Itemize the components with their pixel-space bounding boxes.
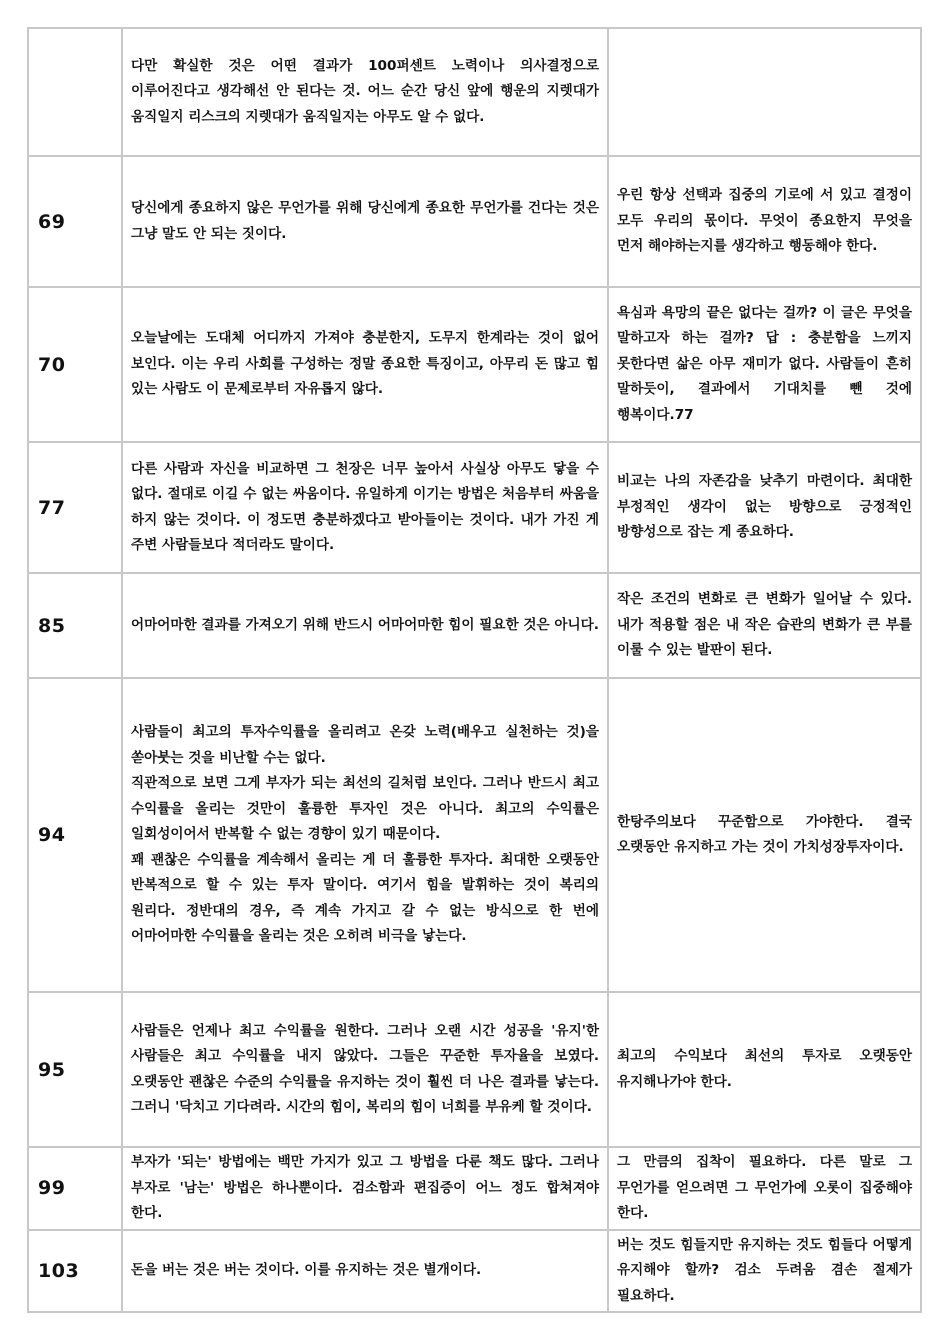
reflection-note: 작은 조건의 변화로 큰 변화가 일어날 수 있다. 내가 적용할 점은 내 작은 습관의 변화가 큰 부를 이룰 수 있는 발판이 된다. <box>608 573 921 678</box>
quote-text: 다만 확실한 것은 어떤 결과가 100퍼센트 노력이나 의사결정으로 이루어진다고 생각해선 안 된다는 것. 어느 순간 당신 앞에 행운의 지렛대가 움직일지 리스크의 지렛대가 움직일지는 아무도 알 수 없다. <box>122 28 608 156</box>
page-number: 99 <box>28 1147 122 1230</box>
table-row <box>28 28 921 156</box>
table-row <box>28 1230 921 1313</box>
table-row <box>28 287 921 442</box>
table-row <box>28 1147 921 1230</box>
page-number: 103 <box>28 1230 122 1313</box>
quote-text: 오늘날에는 도대체 어디까지 가져야 충분한지, 도무지 한계라는 것이 없어 보인다. 이는 우리 사회를 구성하는 정말 종요한 특징이고, 아무리 돈 많고 힘 있는 사람도 이 문제로부터 자유롭지 않다. <box>122 287 608 442</box>
page-number: 70 <box>28 287 122 442</box>
table-row <box>28 678 921 992</box>
reflection-note: 최고의 수익보다 최선의 투자로 오랫동안 유지해나가야 한다. <box>608 992 921 1147</box>
quote-text: 당신에게 종요하지 않은 무언가를 위해 당신에게 종요한 무언가를 건다는 것은 그냥 말도 안 되는 짓이다. <box>122 156 608 287</box>
quote-text: 사람들이 최고의 투자수익률을 올리려고 온갖 노력(배우고 실천하는 것)을 쏟아붓는 것을 비난할 수는 없다. 직관적으로 보면 그게 부자가 되는 최선의 길처럼 보인다. 그러나 반드시 최고 수익률을 올리는 것만이 훌륭한 투자인 것은 아니다. 최고의 수익률은 일회성이어서 반복할 수 없는 경향이 있기 때문이다. 꽤 괜찮은 수익률을 계속해서 올리는 게 더 훌륭한 투자다. 최대한 오랫동안 반복적으로 할 수 있는 투자 말이다. 여기서 힘을 발휘하는 것이 복리의 원리다. 정반대의 경우, 즉 계속 가지고 갈 수 없는 방식으로 한 번에 어마어마한 수익률을 올리는 것은 오히려 비극을 낳는다. <box>122 678 608 992</box>
quote-text: 돈을 버는 것은 버는 것이다. 이를 유지하는 것은 별개이다. <box>122 1230 608 1313</box>
quote-text: 부자가 '되는' 방법에는 백만 가지가 있고 그 방법을 다룬 책도 많다. 그러나 부자로 '남는' 방법은 하나뿐이다. 검소함과 편집증이 어느 정도 합쳐져야 한다. <box>122 1147 608 1230</box>
table-row <box>28 992 921 1147</box>
quote-text: 사람들은 언제나 최고 수익률을 원한다. 그러나 오랜 시간 성공을 '유지'한 사람들은 최고 수익률을 내지 않았다. 그들은 꾸준한 투자율을 보였다. 오랫동안 괜찮은 수준의 수익률을 유지하는 것이 훨씬 더 나은 결과를 낳는다. 그러니 '닥치고 기다려라. 시간의 힘이, 복리의 힘이 너희를 부유케 할 것이다. <box>122 992 608 1147</box>
quote-text: 다른 사람과 자신을 비교하면 그 천장은 너무 높아서 사실상 아무도 닿을 수 없다. 절대로 이길 수 없는 싸움이다. 유일하게 이기는 방법은 처음부터 싸움을 하지 않는 것이다. 이 정도면 충분하겠다고 받아들이는 것이다. 내가 가진 게 주변 사람들보다 적더라도 말이다. <box>122 442 608 573</box>
quote-text: 어마어마한 결과를 가져오기 위해 반드시 어마어마한 힘이 필요한 것은 아니다. <box>122 573 608 678</box>
page-number: 94 <box>28 678 122 992</box>
reflection-note: 버는 것도 힘들지만 유지하는 것도 힘들다 어떻게 유지해야 할까? 검소 두려움 겸손 절제가 필요하다. <box>608 1230 921 1313</box>
page-number: 69 <box>28 156 122 287</box>
reflection-note: 욕심과 욕망의 끝은 없다는 걸까? 이 글은 무엇을 말하고자 하는 걸까? 답 : 충분함을 느끼지 못한다면 삶은 아무 재미가 없다. 사람들이 흔히 말하듯이, 결과에서 기대치를 뺀 것에 행복이다.77 <box>608 287 921 442</box>
page-number: 95 <box>28 992 122 1147</box>
page-number: 77 <box>28 442 122 573</box>
table-row <box>28 442 921 573</box>
reflection-note: 그 만큼의 집착이 필요하다. 다른 말로 그 무언가를 얻으려면 그 무언가에 오롯이 집중해야 한다. <box>608 1147 921 1230</box>
page-number: 85 <box>28 573 122 678</box>
reflection-note: 한탕주의보다 꾸준함으로 가야한다. 결국 오랫동안 유지하고 가는 것이 가치성장투자이다. <box>608 678 921 992</box>
table-row <box>28 156 921 287</box>
reflection-note: 비교는 나의 자존감을 낮추기 마련이다. 최대한 부정적인 생각이 없는 방향으로 긍정적인 방향성으로 잡는 게 종요하다. <box>608 442 921 573</box>
quote-notes-table <box>27 27 922 1313</box>
page-number <box>28 28 122 156</box>
table-row <box>28 573 921 678</box>
reflection-note <box>608 28 921 156</box>
reflection-note: 우린 항상 선택과 집중의 기로에 서 있고 결정이 모두 우리의 몫이다. 무엇이 종요한지 무엇을 먼저 해야하는지를 생각하고 행동해야 한다. <box>608 156 921 287</box>
